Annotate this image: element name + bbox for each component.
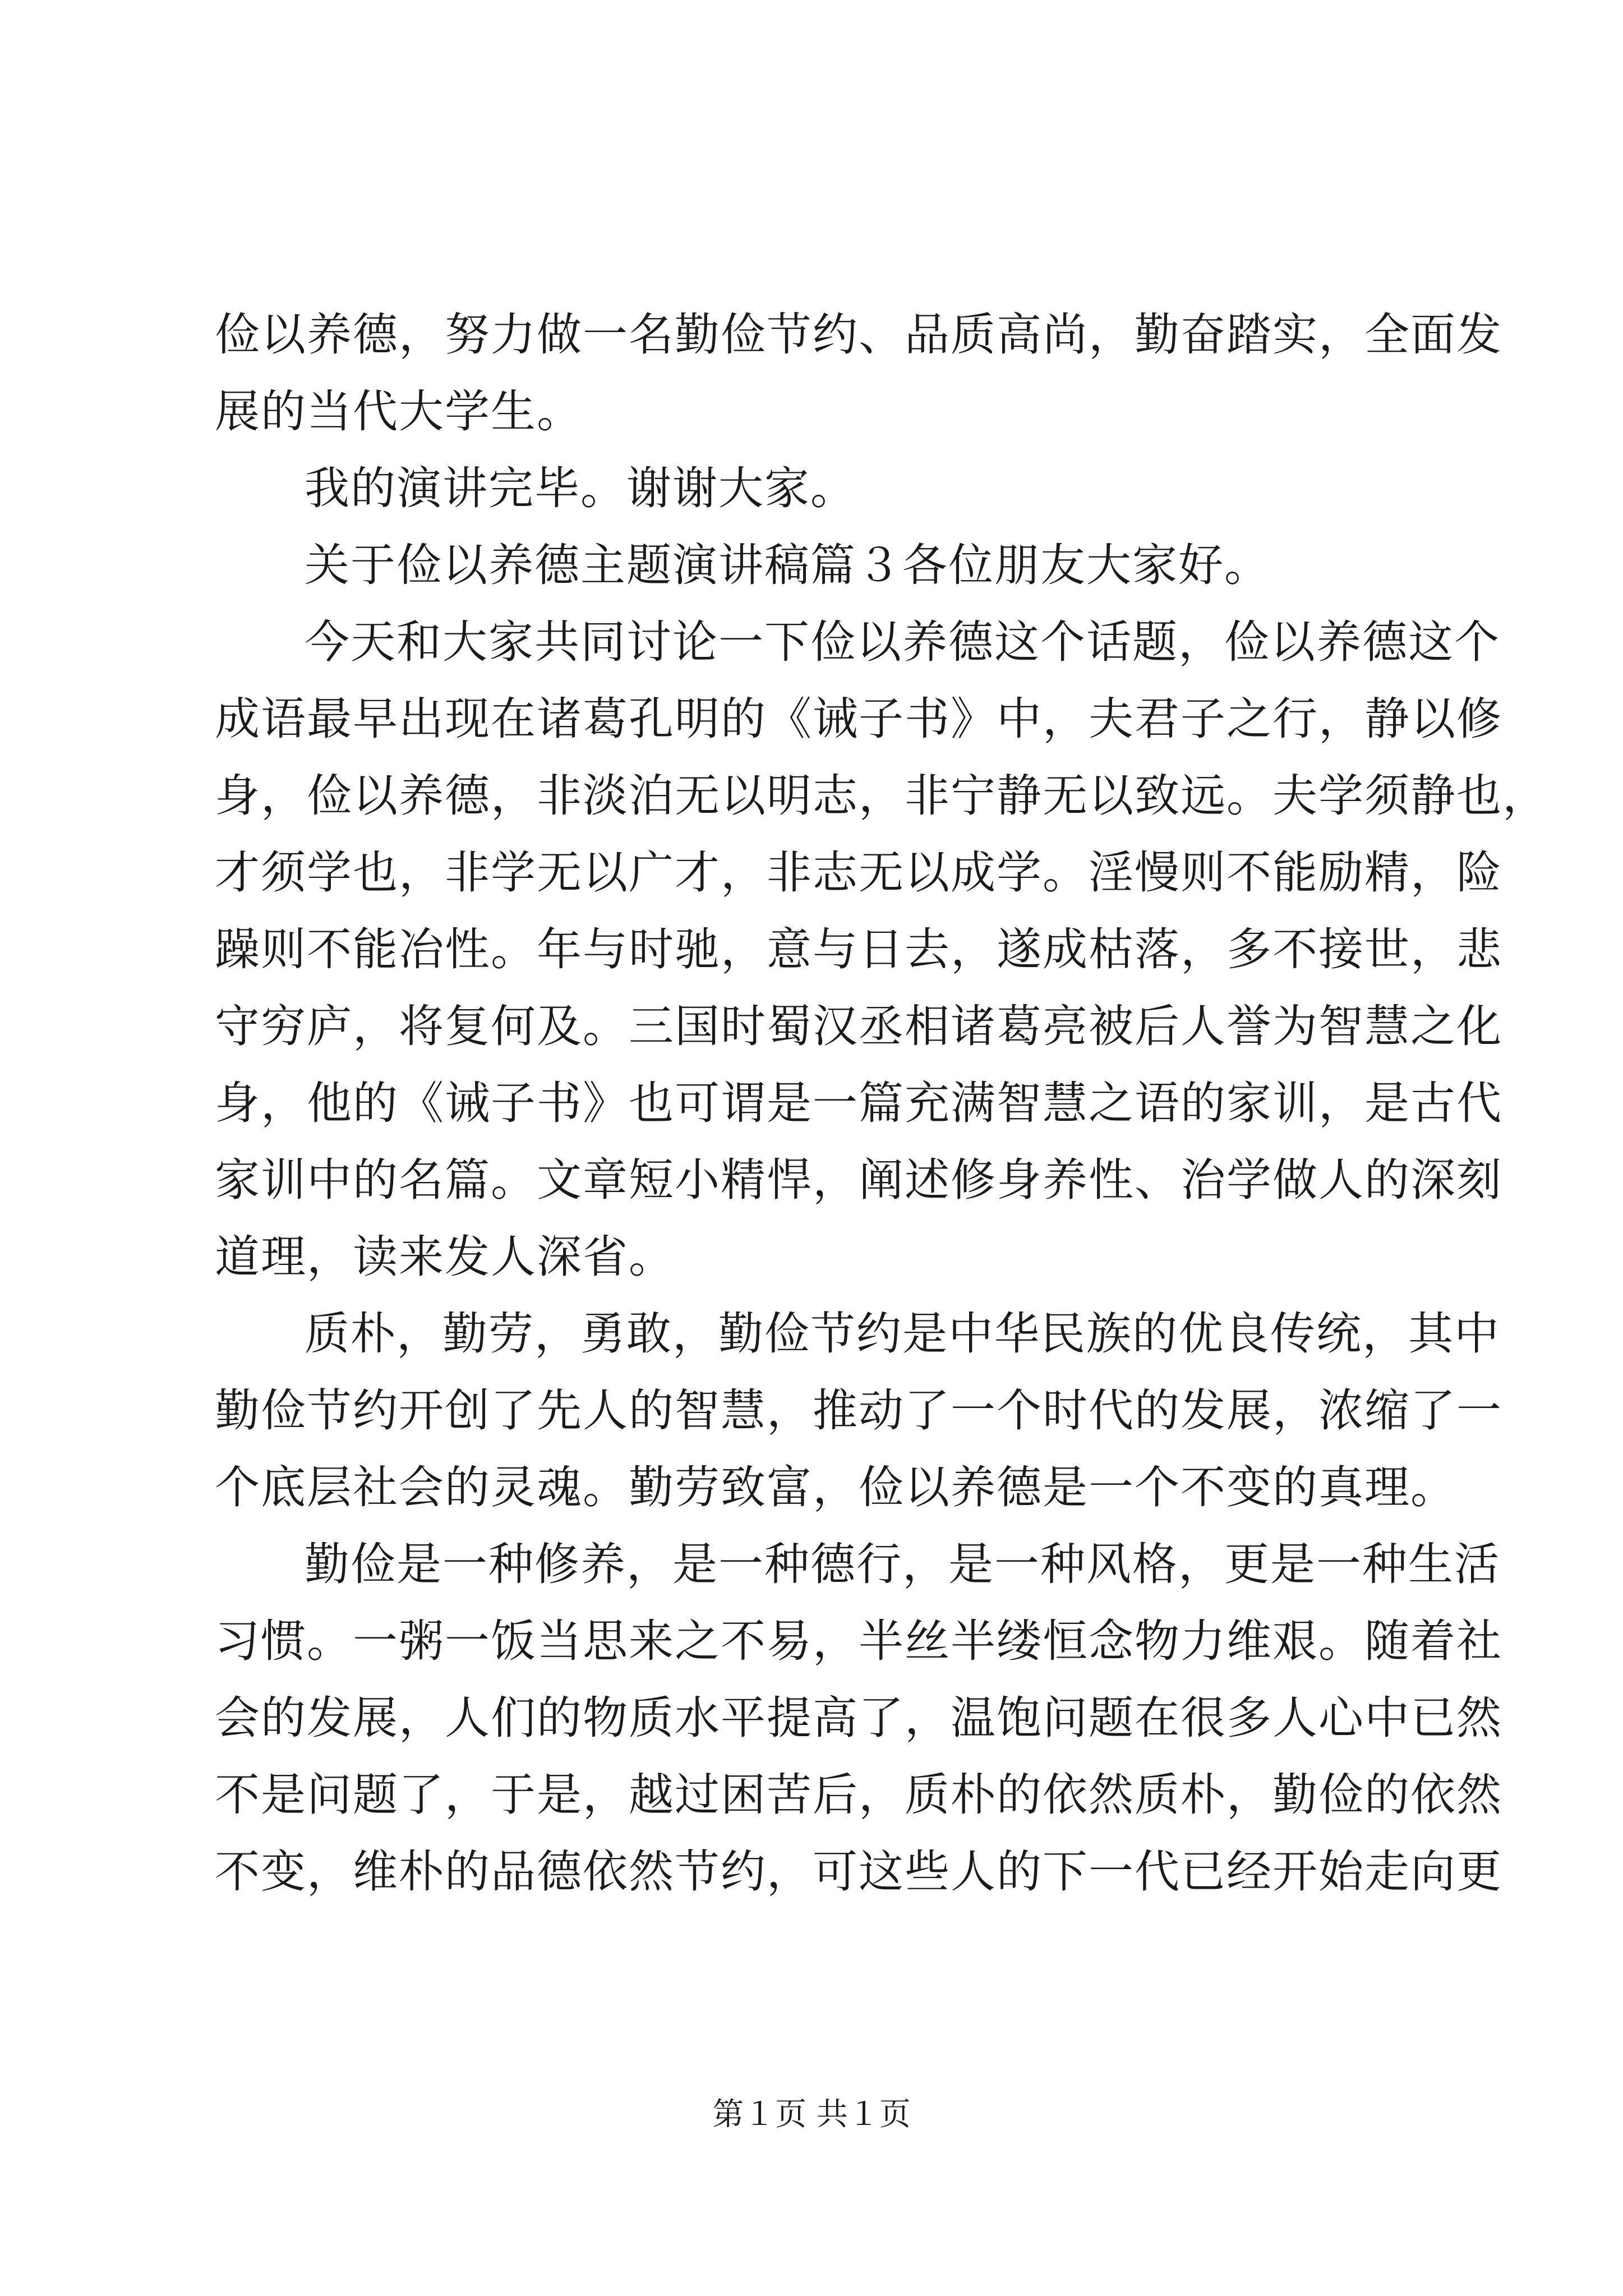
- page-number: 第１页 共１页: [712, 2096, 911, 2133]
- text-line: 关于俭以养德主题演讲稿篇３各位朋友大家好。: [305, 539, 1270, 591]
- text-line: 今天和大家共同讨论一下俭以养德这个话题，俭以养德这个: [305, 616, 1500, 668]
- text-line: 习惯。一粥一饭当思来之不易，半丝半缕恒念物力维艰。随着社: [215, 1615, 1502, 1667]
- page-footer: [0, 2095, 1623, 2134]
- text-line: 家训中的名篇。文章短小精悍，阐述修身养性、治学做人的深刻: [215, 1154, 1502, 1206]
- text-line: 道理，读来发人深省。: [215, 1231, 675, 1283]
- text-line: 才须学也，非学无以广才，非志无以成学。淫慢则不能励精，险: [215, 846, 1502, 899]
- text-line: 展的当代大学生。: [215, 385, 583, 438]
- text-line: 质朴，勤劳，勇敢，勤俭节约是中华民族的优良传统，其中: [305, 1308, 1500, 1360]
- text-line: 躁则不能冶性。年与时驰，意与日去，遂成枯落，多不接世，悲: [215, 923, 1502, 976]
- text-line: 勤俭是一种修养，是一种德行，是一种风格，更是一种生活: [305, 1538, 1500, 1590]
- text-line: 我的演讲完毕。谢谢大家。: [305, 462, 856, 514]
- text-line: 成语最早出现在诸葛孔明的《诫子书》中，夫君子之行，静以修: [215, 693, 1502, 745]
- text-line: 个底层社会的灵魂。勤劳致富，俭以养德是一个不变的真理。: [215, 1461, 1456, 1513]
- text-line: 俭以养德，努力做一名勤俭节约、品质高尚，勤奋踏实，全面发: [215, 309, 1502, 361]
- text-line: 身，俭以养德，非淡泊无以明志，非宁静无以致远。夫学须静也，: [215, 770, 1548, 822]
- text-line: 不是问题了，于是，越过困苦后，质朴的依然质朴，勤俭的依然: [215, 1769, 1502, 1821]
- text-line: 守穷庐，将复何及。三国时蜀汉丞相诸葛亮被后人誉为智慧之化: [215, 1000, 1502, 1052]
- text-line: 会的发展，人们的物质水平提高了，温饱问题在很多人心中已然: [215, 1692, 1502, 1744]
- text-line: 不变，维朴的品德依然节约，可这些人的下一代已经开始走向更: [215, 1846, 1502, 1898]
- text-line: 勤俭节约开创了先人的智慧，推动了一个时代的发展，浓缩了一: [215, 1384, 1502, 1437]
- document-body: [215, 296, 1548, 1910]
- text-line: 身，他的《诫子书》也可谓是一篇充满智慧之语的家训，是古代: [215, 1077, 1502, 1129]
